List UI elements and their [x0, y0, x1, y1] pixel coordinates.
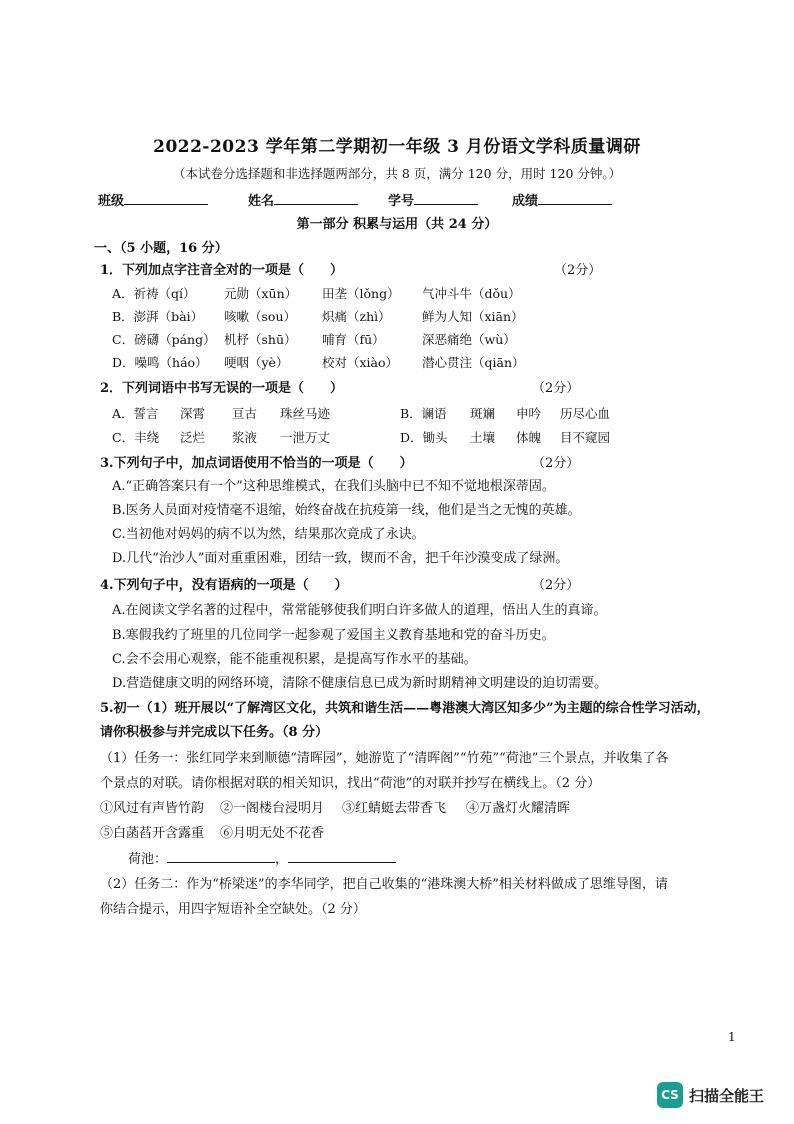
q2-option: 珠丝马迹 [280, 406, 331, 421]
q3-option: C.当初他对妈妈的病不以为然，结果那次竟成了永诀。 [112, 527, 425, 542]
question-1-stem: 1．下列加点字注音全对的一项是（ ） [100, 263, 344, 278]
page-title: 2022-2023 学年第二学期初一年级 3 月份语文学科质量调研 [153, 137, 641, 157]
page-number: 1 [728, 1030, 736, 1044]
camscanner-logo-icon: CS [657, 1082, 683, 1108]
id-field [388, 190, 478, 209]
q2-option: 浆液 [232, 430, 258, 445]
couplet: ⑥月明无处不花香 [220, 826, 325, 841]
task-2-line2: 你结合提示，用四字短语补全空缺处。（2 分） [100, 902, 366, 917]
q1-option: 哺育（fū） [322, 332, 385, 347]
couplet: ④万盏灯火耀清晖 [466, 801, 571, 816]
question-3-stem: 3.下列句子中，加点词语使用不恰当的一项是（ ） [100, 456, 413, 471]
part-title: 第一部分 积累与运用（共 24 分） [296, 217, 498, 232]
question-1-score: （2分） [554, 263, 602, 278]
q1-option: B．澎湃（bài） [112, 309, 204, 324]
q1-option: 咳嗽（sou） [224, 309, 296, 324]
name-field [248, 190, 358, 209]
q1-option: 深恶痛绝（wù） [422, 332, 516, 347]
q4-option: A.在阅读文学名著的过程中，常常能够使我们明白许多做人的道理，悟出人生的真谛。 [112, 603, 607, 618]
q1-option: 校对（xiào） [322, 355, 399, 370]
class-label: 班级 [98, 194, 125, 209]
question-5-stem-line2: 请你积极参与并完成以下任务。（8 分） [100, 725, 329, 740]
question-3-score: （2分） [532, 456, 580, 471]
q4-option: D.营造健康文明的网络环境，清除不健康信息已成为新时期精神文明建设的迫切需要。 [112, 676, 608, 691]
q4-option: B.寒假我约了班里的几位同学一起参观了爱国主义教育基地和党的奋斗历史。 [112, 628, 555, 643]
q1-option: 元勋（xūn） [224, 286, 298, 301]
q1-option: 田垄（lǒng） [322, 286, 400, 301]
q2-option: 泛烂 [180, 430, 206, 445]
q1-option: 炽痛（zhì） [322, 309, 391, 324]
q1-option: 潜心贯注（qiān） [422, 355, 525, 370]
q2-option: 深霄 [180, 406, 206, 421]
q2-option: B．谰语 [400, 406, 447, 421]
answer-line [128, 848, 396, 867]
couplet: ③红蜻蜓去带香飞 [342, 801, 447, 816]
q2-option: 体魄 [516, 430, 542, 445]
task-1-line1: （1）任务一：张红同学来到顺德“清晖园”，她游览了“清晖阁”“竹苑”“荷池”三个景点，并收集了各 [100, 751, 669, 766]
q2-option: 亘古 [232, 406, 258, 421]
section-label: 一、（5 小题，16 分） [94, 241, 228, 256]
q1-option: A．祈祷（qí） [112, 286, 196, 301]
q2-option: A．誓言 [112, 406, 159, 421]
scanner-name: 扫描全能王 [689, 1086, 765, 1105]
q2-option: 土壤 [470, 430, 496, 445]
name-blank [274, 192, 358, 205]
answer-blank-2[interactable] [288, 850, 396, 863]
answer-label: 荷池： [128, 852, 168, 867]
q3-option: D.几代“治沙人”面对重重困难，团结一致，锲而不舍，把千年沙漠变成了绿洲。 [112, 551, 569, 566]
scanner-watermark [657, 1080, 789, 1110]
q1-option: D．噪鸣（háo） [112, 355, 208, 370]
task-1-line2: 个景点的对联。请你根据对联的相关知识，找出“荷池”的对联并抄写在横线上。（2 分） [100, 776, 601, 791]
couplet: ②一阁楼台浸明月 [220, 801, 325, 816]
answer-separator: ， [275, 852, 289, 867]
q2-option: 申吟 [516, 406, 542, 421]
couplet: ⑤白菡萏开含露重 [100, 826, 205, 841]
answer-blank-1[interactable] [167, 850, 275, 863]
q3-option: A.“正确答案只有一个”这种思维模式，在我们头脑中已不知不觉地根深蒂固。 [112, 479, 555, 494]
q2-option: 目不窥园 [560, 430, 611, 445]
q4-option: C.会不会用心观察，能不能重视积累，是提高写作水平的基础。 [112, 652, 477, 667]
class-field [98, 190, 208, 209]
q2-option: 历尽心血 [560, 406, 611, 421]
id-label: 学号 [388, 194, 415, 209]
grade-label: 成绩 [512, 194, 539, 209]
q2-option: 一泄万丈 [280, 430, 331, 445]
task-2-line1: （2）任务二：作为“桥梁迷”的李华同学，把自己收集的“港珠澳大桥”相关材料做成了思维导图，请 [100, 877, 668, 892]
question-2-score: （2分） [532, 381, 580, 396]
class-blank [124, 192, 208, 205]
question-4-score: （2分） [532, 578, 580, 593]
id-blank [414, 192, 478, 205]
question-5-stem-line1: 5.初一（1）班开展以“了解湾区文化，共筑和谐生活——粤港澳大湾区知多少”为主题的综合性学习活动， [100, 701, 710, 716]
name-label: 姓名 [248, 194, 275, 209]
grade-field [512, 190, 612, 209]
exam-instructions: （本试卷分选择题和非选择题两部分，共 8 页，满分 120 分，用时 120 分钟。） [172, 166, 622, 181]
q2-option: 斑斓 [470, 406, 496, 421]
question-4-stem: 4.下列句子中，没有语病的一项是（ ） [100, 578, 348, 593]
q2-option: C．丰绕 [112, 430, 160, 445]
q3-option: B.医务人员面对疫情毫不退缩，始终奋战在抗疫第一线，他们是当之无愧的英雄。 [112, 503, 581, 518]
q2-option: D．锄头 [400, 430, 448, 445]
q1-option: 气冲斗牛（dǒu） [422, 286, 521, 301]
q1-option: 机杼（shū） [224, 332, 297, 347]
q1-option: C．磅礴（páng） [112, 332, 216, 347]
question-2-stem: 2．下列词语中书写无误的一项是（ ） [100, 381, 344, 396]
q1-option: 鲜为人知（xiān） [422, 309, 524, 324]
couplet: ①风过有声皆竹韵 [100, 801, 205, 816]
q1-option: 哽咽（yè） [224, 355, 289, 370]
grade-blank [538, 192, 612, 205]
